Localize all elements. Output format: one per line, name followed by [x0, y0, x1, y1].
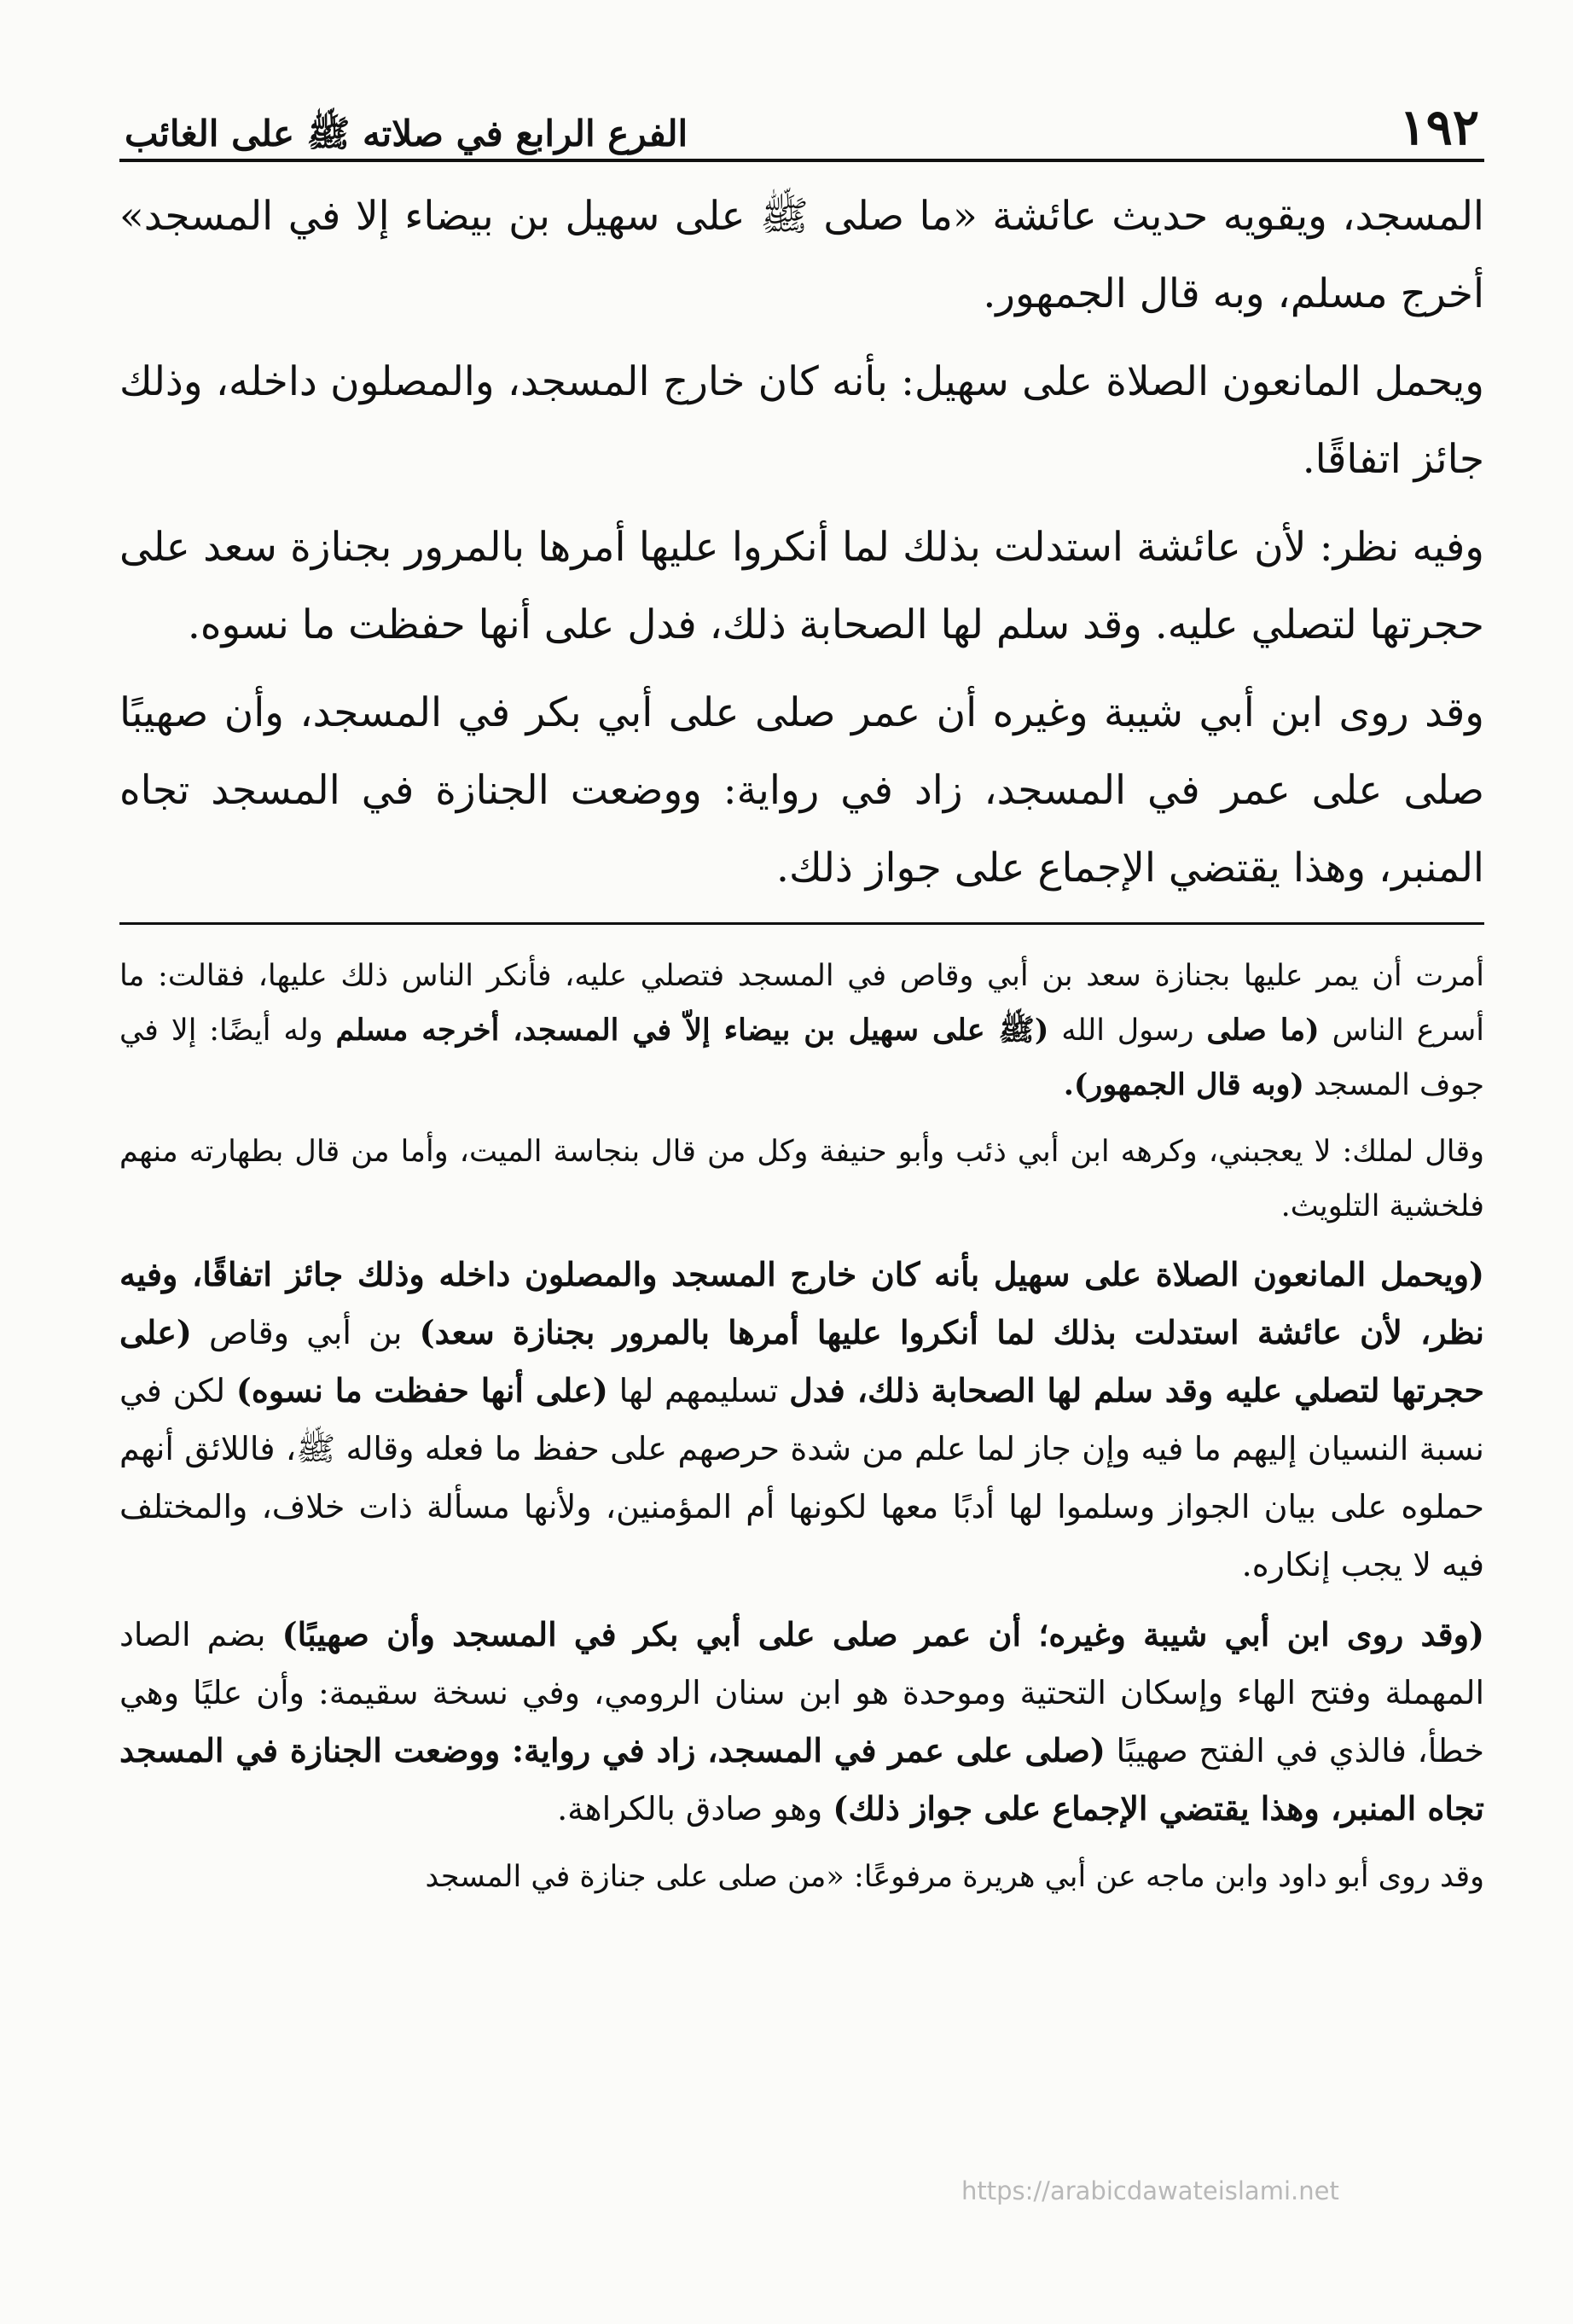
page-number: ١٩٢ — [1399, 98, 1479, 156]
text-segment: وقال لملك: لا يعجبني، وكرهه ابن أبي ذئب وأبو حنيفة وكل من قال بنجاسة الميت، وأما من قال بطهارته منهم فلخشية التلويث. — [119, 1135, 1484, 1223]
commentary-paragraph-3 — [119, 1246, 1484, 1594]
bold-quote-segment: (على أنها حفظت ما نسوه) — [235, 1371, 608, 1409]
text-segment: أمرت أن يمر عليها بجنازة سعد بن أبي وقاص في المسجد فتصلي عليه، فأنكر الناس ذلك عليها، فقالت: ما أسرع الناس — [119, 959, 1484, 1048]
text-segment: وهو صادق بالكراهة. — [557, 1790, 833, 1827]
bold-quote-segment: (على حجرتها لتصلي عليه وقد سلم لها الصحابة ذلك، فدل — [119, 1313, 1484, 1409]
text-segment: بن أبي وقاص — [191, 1314, 420, 1351]
bold-quote-segment: (وقد روى ابن أبي شيبة وغيره؛ أن عمر صلى على أبي بكر في المسجد وأن صهيبًا) — [282, 1615, 1484, 1653]
text-segment: رسول الله — [1048, 1014, 1207, 1048]
main-text — [119, 177, 1484, 907]
text-segment: وله أيضًا: إلا في جوف المسجد — [119, 1014, 1484, 1102]
text-segment: تسليمهم لها — [607, 1372, 790, 1409]
text-segment: لكن في نسبة النسيان إليهم ما فيه وإن جاز لما علم من شدة حرصهم على حفظ ما فعله وقاله ﷺ، فاللائق أنهم حملوه على بيان الجواز وسلموا لها أدبًا معها لكونها أم المؤمنين، ولأنها مسألة ذات خلاف، والمختلف فيه لا يجب إنكاره. — [119, 1372, 1484, 1583]
bold-quote-segment: (صلى على عمر في المسجد، زاد في رواية: ووضعت الجنازة في المسجد تجاه المنبر، وهذا يقتضي الإجماع على جواز ذلك) — [119, 1731, 1484, 1827]
page-header — [119, 85, 1484, 162]
commentary-paragraph-2 — [119, 1124, 1484, 1234]
bold-quote-segment: (وبه قال الجمهور). — [1063, 1067, 1304, 1102]
bold-quote-segment: (ﷺ على سهيل بن بيضاء إلاّ في المسجد، أخرجه مسلم — [335, 1013, 1049, 1048]
bold-quote-segment: (ما صلى — [1206, 1013, 1320, 1048]
text-segment: بضم الصاد المهملة وفتح الهاء وإسكان التحتية وموحدة هو ابن سنان الرومي، وفي نسخة سقيمة: وأن عليًا وهي خطأ، فالذي في الفتح صهيبًا — [119, 1616, 1484, 1769]
commentary — [119, 949, 1484, 1904]
book-page — [119, 85, 1484, 2304]
separator-rule — [119, 922, 1484, 925]
main-paragraph-1: المسجد، ويقويه حديث عائشة «ما صلى ﷺ على سهيل بن بيضاء إلا في المسجد» أخرج مسلم، وبه قال الجمهور. — [119, 193, 1484, 317]
text-segment: وقد روى أبو داود وابن ماجه عن أبي هريرة مرفوعًا: «من صلى على جنازة في المسجد — [425, 1860, 1484, 1894]
watermark-url: https://arabicdawateislami.net — [961, 2176, 1339, 2205]
commentary-paragraph-1 — [119, 949, 1484, 1113]
main-paragraph-2: ويحمل المانعون الصلاة على سهيل: بأنه كان خارج المسجد، والمصلون داخله، وذلك جائز اتفاقًا. — [119, 358, 1484, 483]
running-title: الفرع الرابع في صلاته ﷺ على الغائب — [125, 113, 688, 154]
main-paragraph-4: وقد روى ابن أبي شيبة وغيره أن عمر صلى على أبي بكر في المسجد، وأن صهيبًا صلى على عمر في المسجد، زاد في رواية: ووضعت الجنازة في المسجد تجاه المنبر، وهذا يقتضي الإجماع على جواز ذلك. — [119, 689, 1484, 892]
bold-quote-segment: (ويحمل المانعون الصلاة على سهيل بأنه كان خارج المسجد والمصلون داخله وذلك جائز اتفاقًا، وفيه نظر، لأن عائشة استدلت بذلك لما أنكروا عليها أمرها بالمرور بجنازة سعد) — [119, 1255, 1484, 1351]
commentary-paragraph-4 — [119, 1606, 1484, 1838]
commentary-paragraph-5 — [119, 1850, 1484, 1904]
main-paragraph-3: وفيه نظر: لأن عائشة استدلت بذلك لما أنكروا عليها أمرها بالمرور بجنازة سعد على حجرتها لتصلي عليه. وقد سلم لها الصحابة ذلك، فدل على أنها حفظت ما نسوه. — [119, 524, 1484, 648]
